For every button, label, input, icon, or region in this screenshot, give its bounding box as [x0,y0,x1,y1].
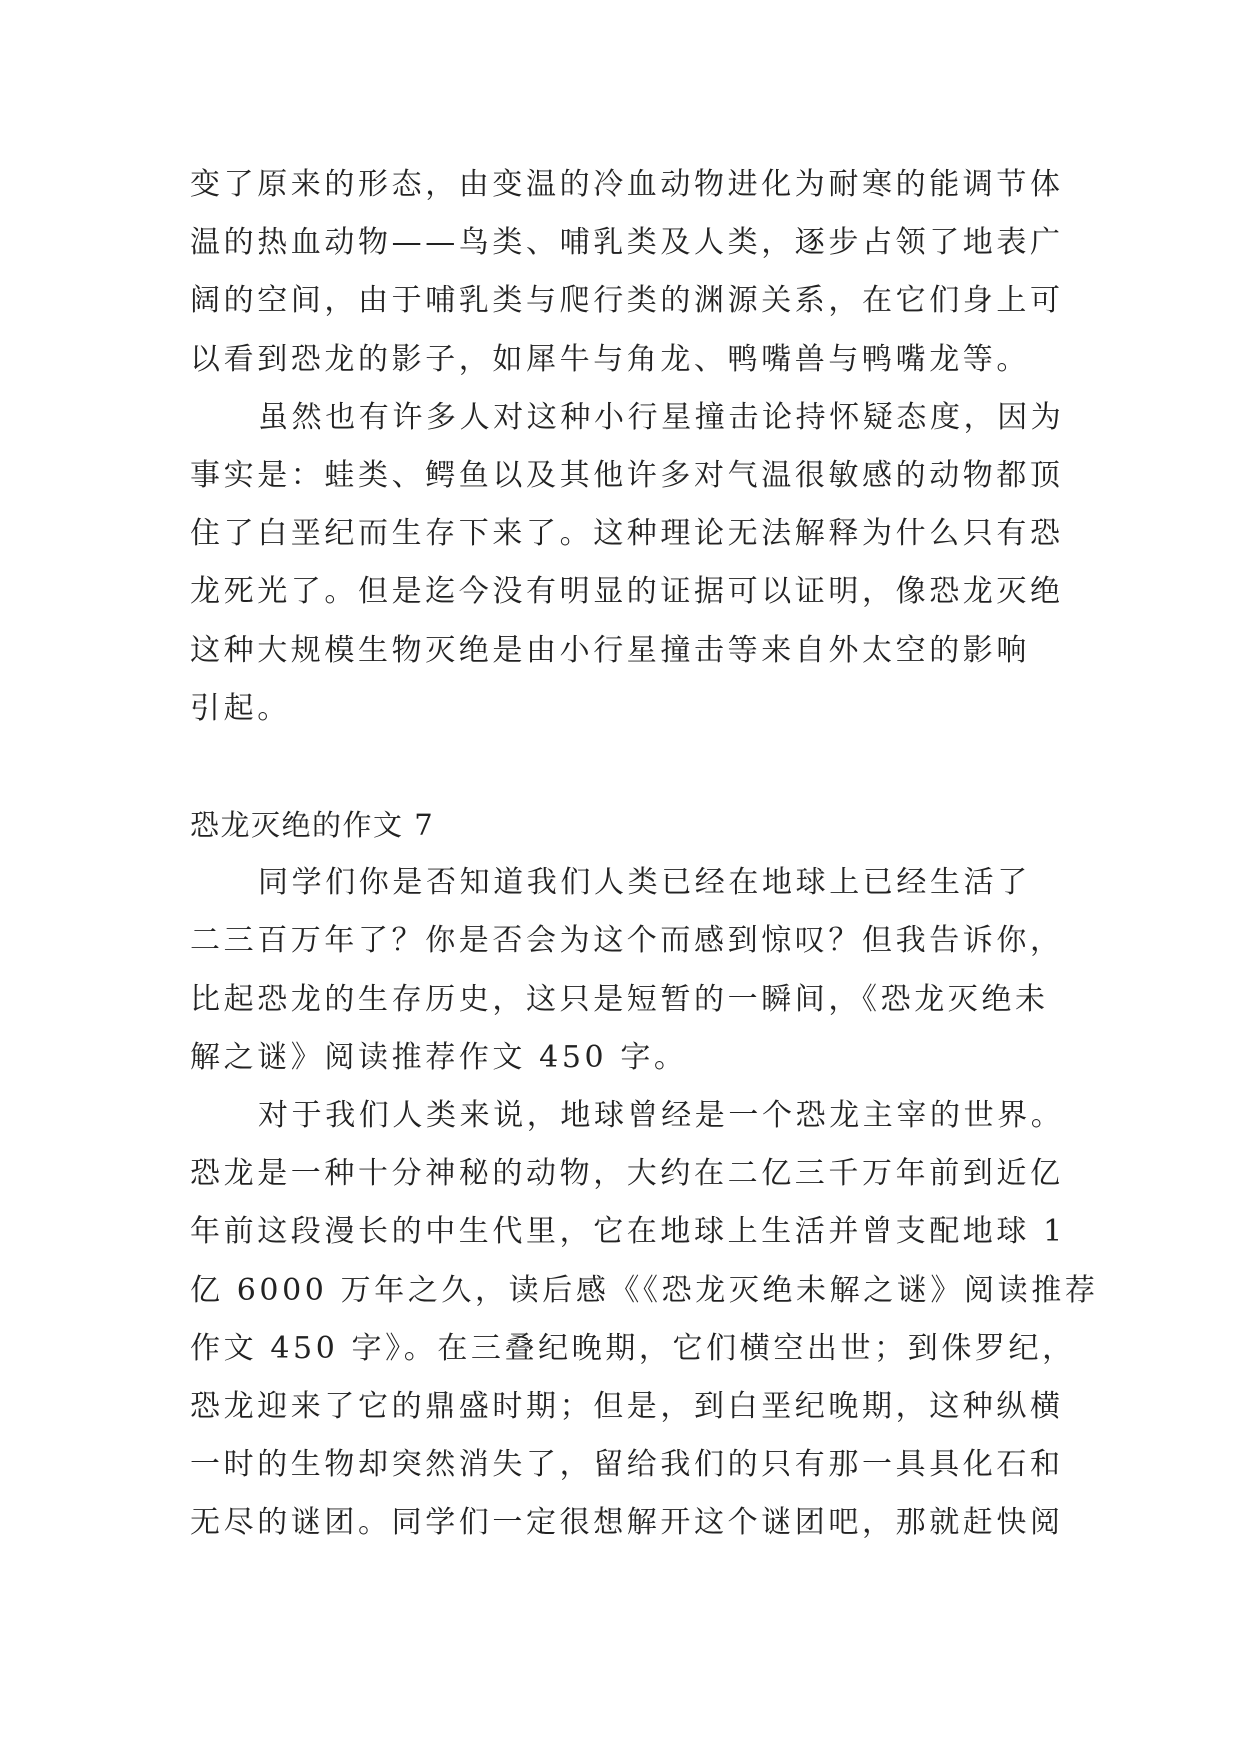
text-line: 恐龙迎来了它的鼎盛时期；但是，到白垩纪晚期，这种纵横 [190,1388,1064,1424]
text-line: 这种大规模生物灭绝是由小行星撞击等来自外太空的影响 [190,632,1030,668]
text-line: 虽然也有许多人对这种小行星撞击论持怀疑态度，因为 [258,399,1065,435]
text-line: 事实是：蛙类、鳄鱼以及其他许多对气温很敏感的动物都顶 [190,457,1064,493]
text-line: 同学们你是否知道我们人类已经在地球上已经生活了 [258,865,1031,901]
text-line: 年前这段漫长的中生代里，它在地球上生活并曾支配地球 1 [190,1214,1066,1250]
text-line: 龙死光了。但是迄今没有明显的证据可以证明，像恐龙灭绝 [190,574,1064,610]
text-line: 以看到恐龙的影子，如犀牛与角龙、鸭嘴兽与鸭嘴龙等。 [190,341,1030,377]
text-line: 恐龙是一种十分神秘的动物，大约在二亿三千万年前到近亿 [190,1156,1064,1192]
text-line: 解之谜》阅读推荐作文 450 字。 [190,1039,688,1075]
text-line: 引起。 [190,690,291,726]
paragraph-continued [190,156,1070,389]
text-line: 阔的空间，由于哺乳类与爬行类的渊源关系，在它们身上可 [190,283,1064,319]
spacer [190,738,1070,796]
section-title: 恐龙灭绝的作文 7 [190,808,435,843]
paragraph [190,1087,1099,1553]
paragraph [190,389,1070,738]
text-line: 作文 450 字》。在三叠纪晚期，它们横空出世；到侏罗纪， [190,1330,1076,1366]
text-line: 对于我们人类来说，地球曾经是一个恐龙主宰的世界。 [258,1098,1065,1133]
text-line: 无尽的谜团。同学们一定很想解开这个谜团吧，那就赶快阅 [190,1505,1064,1541]
text-line: 温的热血动物——鸟类、哺乳类及人类，逐步占领了地表广 [190,225,1064,261]
text-line: 二三百万年了？你是否会为这个而感到惊叹？但我告诉你， [190,923,1064,959]
document-body [190,156,1099,1553]
text-line: 比起恐龙的生存历史，这只是短暂的一瞬间，《恐龙灭绝未 [190,981,1049,1017]
paragraph [190,854,1070,1087]
text-line: 一时的生物却突然消失了，留给我们的只有那一具具化石和 [190,1447,1064,1483]
text-line: 亿 6000 万年之久，读后感《《恐龙灭绝未解之谜》阅读推荐 [190,1272,1099,1308]
text-line: 变了原来的形态，由变温的冷血动物进化为耐寒的能调节体 [190,167,1064,202]
text-line: 住了白垩纪而生存下来了。这种理论无法解释为什么只有恐 [190,516,1064,552]
